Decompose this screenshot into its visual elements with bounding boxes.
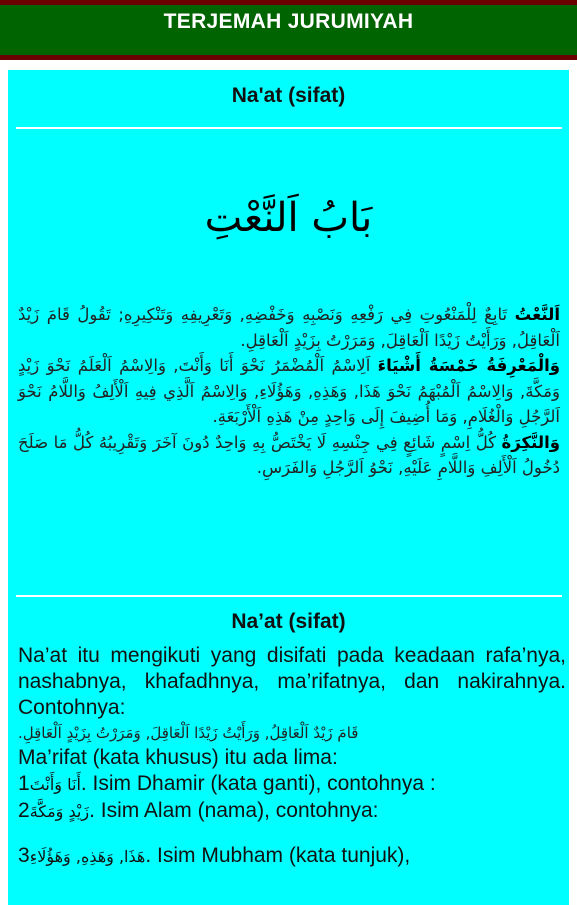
- arabic-text: تَابِعٌ لِلْمَنْعُوتِ فِي رَفْعِهِ وَنَصْبِهِ وَخَفْضِهِ, وَتَعْرِيفِهِ وَتَنْكِيرِهِ; تَقُولُ قَامَ زَيْدٌ اَلْعَاقِلُ, وَرَأَيْتُ زَيْدًا اَلْعَاقِلَ, وَمَرَرْتُ بِزَيْدٍ اَلْعَاقِلِ.: [18, 305, 560, 350]
- spacer: [18, 825, 566, 843]
- list-item: [18, 843, 566, 870]
- item-number: 1: [18, 772, 30, 795]
- example-arabic: قَامَ زَيْدٌ اَلْعَاقِلُ, وَرَأَيْتُ زَيْدًا اَلْعَاقِلَ, وَمَرَرْتُ بِزَيْدٍ اَلْعَاقِلِ.: [18, 724, 359, 742]
- item-text: . Isim Alam (nama), contohnya:: [89, 799, 379, 822]
- arabic-term: وَالْمَعْرِفَةُ خَمْسَةُ أَشْيَاءَ: [377, 356, 560, 375]
- app-header: [0, 0, 577, 60]
- list-item: [18, 798, 566, 825]
- arabic-paragraph-3: [18, 430, 560, 481]
- divider: [16, 595, 562, 597]
- divider: [16, 127, 562, 129]
- item-arabic: أَنَا وَأَنْتَ: [29, 775, 81, 794]
- translation-intro: Na’at itu mengikuti yang disifati pada keadaan rafa’nya, nashabnya, khafadhnya, ma’rifatnya, dan nakirahnya. Contohnya:: [18, 644, 566, 719]
- section-title-translation: Na’at (sifat): [231, 610, 346, 633]
- translation-body: [18, 643, 566, 870]
- arabic-chapter-heading: بَابُ اَلنَّعْتِ: [204, 195, 373, 241]
- arabic-text: كُلُّ اِسْمٍ شَائِعٍ فِي جِنْسِهِ لَا يَخْتَصُّ بِهِ وَاحِدٌ دُونَ آخَرَ وَتَقْرِيبُهُ كُلُّ مَا صَلَحَ دُخُولُ اَلْأَلِفِ وَاللَّامِ عَلَيْهِ, نَحْوُ اَلرَّجُلِ وَالفَرَسِ.: [18, 432, 560, 477]
- item-arabic: زَيْدٍ وَمَكَّةَ: [29, 802, 90, 821]
- arabic-term: وَالنَّكِرَةُ: [501, 432, 560, 452]
- item-number: 3: [18, 844, 30, 867]
- content-panel[interactable]: [8, 70, 569, 905]
- item-text: . Isim Dhamir (kata ganti), contohnya :: [80, 772, 436, 795]
- arabic-term: اَلنَّعْتُ: [514, 305, 560, 324]
- marifat-line: Ma’rifat (kata khusus) itu ada lima:: [18, 746, 338, 769]
- section-title-arabic: Na'at (sifat): [231, 84, 346, 107]
- item-number: 2: [18, 799, 30, 822]
- app-title: TERJEMAH JURUMIYAH: [163, 10, 414, 33]
- arabic-text-body: [18, 302, 560, 481]
- list-item: [18, 771, 566, 798]
- arabic-paragraph-2: [18, 353, 560, 430]
- item-text: . Isim Mubham (kata tunjuk),: [145, 844, 411, 867]
- item-arabic: هَذَا, وَهَذِهِ, وَهَؤُلَاءِ: [29, 847, 146, 866]
- arabic-text: اَلِاسْمُ اَلْمُضْمَرُ نَحْوَ أَنَا وَأَنْتَ, وَالِاسْمُ اَلْعَلَمُ نَحْوَ زَيْدٍ وَمَكَّةَ, وَالِاسْمُ اَلْمُبْهَمُ نَحْوَ هَذَا, وَهَذِهِ, وَهَؤُلَاءِ, وَالِاسْمُ اَلَّذِي فِيهِ اَلْأَلِفُ وَاللَّامُ نَحْوَ اَلرَّجُلِ وَالْغُلَامِ, وَمَا أُضِيفَ إِلَى وَاحِدٍ مِنْ هَذِهِ اَلْأَرْبَعَةِ.: [18, 356, 560, 426]
- arabic-paragraph-1: [18, 302, 560, 353]
